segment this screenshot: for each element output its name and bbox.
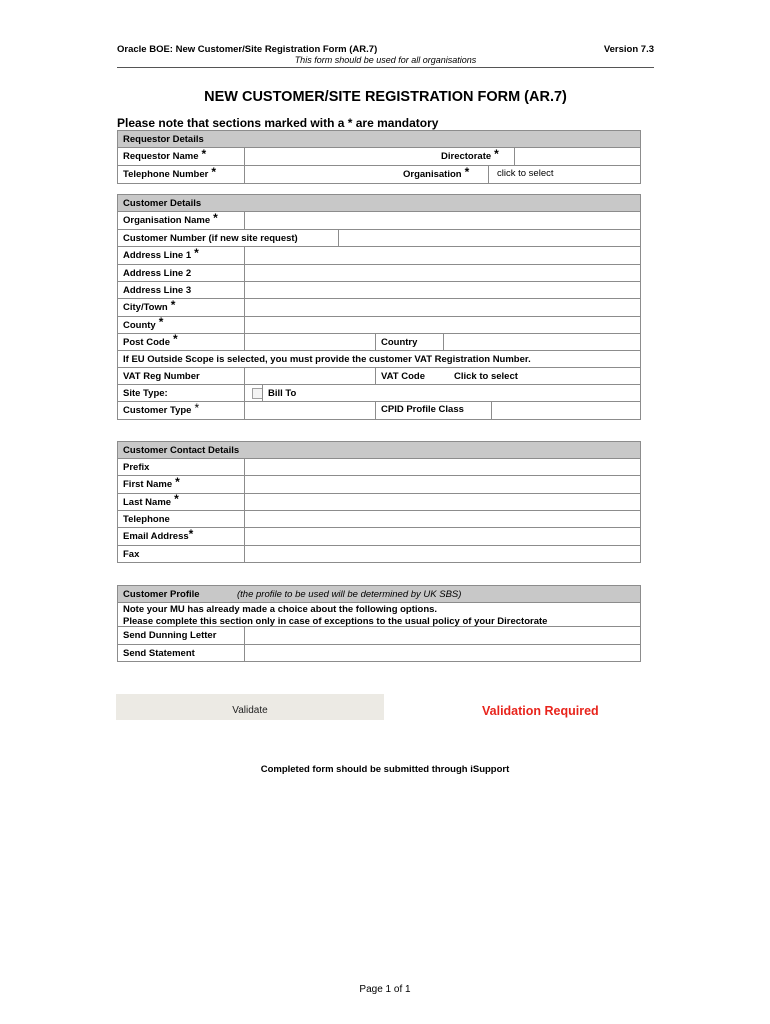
- vat-row: [118, 368, 640, 385]
- field-label: VAT Code: [381, 370, 425, 382]
- org-name-row: [118, 212, 640, 230]
- address1-input[interactable]: [245, 247, 640, 264]
- field-label: Address Line 3: [123, 284, 192, 296]
- profile-note-line1: Note your MU has already made a choice about the following options.: [123, 604, 438, 615]
- eu-note-row: [118, 351, 640, 368]
- country-input[interactable]: [444, 334, 640, 350]
- section-heading: Customer Profile: [123, 588, 200, 600]
- section-header: [118, 442, 640, 459]
- telephone-row: [118, 166, 640, 184]
- field-label: Last Name: [123, 496, 172, 508]
- email-row: [118, 528, 640, 546]
- section-heading: Customer Contact Details: [123, 444, 240, 456]
- cpid-profile-select[interactable]: [492, 402, 640, 419]
- county-row: [118, 317, 640, 334]
- field-label: Address Line 1: [123, 250, 192, 261]
- customer-number-row: [118, 230, 640, 247]
- profile-note-row: [118, 603, 640, 627]
- vat-code-select[interactable]: Click to select: [454, 370, 518, 382]
- mandatory-star: *: [211, 164, 217, 179]
- site-type-row: [118, 385, 640, 402]
- fax-row: [118, 546, 640, 563]
- mandatory-star: *: [158, 315, 164, 329]
- postcode-row: [118, 334, 640, 351]
- header-subtitle: This form should be used for all organisations: [294, 55, 477, 65]
- last-name-input[interactable]: [245, 494, 640, 510]
- mandatory-star: *: [174, 492, 179, 506]
- vat-reg-input[interactable]: [245, 368, 375, 384]
- requestor-name-input[interactable]: [245, 148, 431, 165]
- org-name-input[interactable]: [245, 212, 640, 229]
- form-title: NEW CUSTOMER/SITE REGISTRATION FORM (AR.7): [204, 89, 567, 105]
- mandatory-star: *: [464, 164, 470, 179]
- mandatory-star: *: [494, 146, 499, 161]
- address1-row: [118, 247, 640, 265]
- mandatory-star: *: [172, 332, 178, 346]
- mandatory-star: *: [188, 526, 194, 541]
- contact-section: [117, 441, 641, 563]
- postcode-input[interactable]: [245, 334, 375, 350]
- email-input[interactable]: [245, 528, 640, 545]
- fax-input[interactable]: [245, 546, 640, 562]
- requestor-section: [117, 130, 641, 184]
- address2-input[interactable]: [245, 265, 640, 281]
- requestor-name-row: [118, 148, 640, 166]
- address3-input[interactable]: [245, 282, 640, 298]
- mandatory-star: *: [194, 245, 199, 260]
- customer-type-row: [118, 402, 640, 420]
- profile-note-line2: Please complete this section only in case of exceptions to the usual policy of your Directorate: [123, 616, 548, 627]
- validation-status: Validation Required: [482, 704, 599, 718]
- mandatory-star: *: [213, 210, 218, 225]
- field-label: First Name: [123, 479, 173, 490]
- address3-row: [118, 282, 640, 299]
- customer-number-input[interactable]: [339, 230, 640, 246]
- mandatory-star: *: [170, 297, 176, 312]
- field-label: Post Code: [123, 336, 170, 348]
- prefix-row: [118, 459, 640, 476]
- section-header: [118, 195, 640, 212]
- dunning-row: [118, 627, 640, 645]
- field-label: CPID Profile Class: [381, 404, 464, 415]
- prefix-input[interactable]: [245, 459, 640, 475]
- field-label: Organisation: [403, 169, 462, 180]
- telephone-row: [118, 511, 640, 528]
- submit-note: Completed form should be submitted through iSupport: [260, 764, 510, 775]
- field-label: Fax: [123, 548, 140, 560]
- directorate-input[interactable]: [515, 148, 640, 165]
- field-label: Country: [381, 336, 418, 348]
- version-label: Version 7.3: [603, 44, 654, 55]
- field-label: Send Dunning Letter: [123, 630, 217, 641]
- section-header: [118, 131, 640, 148]
- first-name-input[interactable]: [245, 476, 640, 493]
- section-header: [118, 586, 640, 603]
- field-label: Site Type:: [123, 387, 168, 399]
- profile-section: [117, 585, 641, 662]
- organisation-select[interactable]: click to select: [497, 168, 554, 179]
- telephone-input[interactable]: [245, 166, 395, 183]
- field-label: Address Line 2: [123, 267, 192, 279]
- mandatory-star: *: [201, 146, 207, 161]
- field-label: Prefix: [123, 461, 150, 473]
- field-label: Telephone: [123, 513, 170, 525]
- mandatory-star: *: [175, 474, 180, 489]
- city-input[interactable]: [245, 299, 640, 316]
- field-label: Email Address: [123, 531, 189, 542]
- eu-vat-note: If EU Outside Scope is selected, you must provide the customer VAT Registration Number.: [123, 353, 531, 365]
- statement-row: [118, 645, 640, 662]
- profile-heading-note: (the profile to be used will be determined by UK SBS): [237, 588, 462, 600]
- document-title: Oracle BOE: New Customer/Site Registration Form (AR.7): [117, 44, 378, 55]
- address2-row: [118, 265, 640, 282]
- mandatory-star: *: [194, 400, 200, 415]
- field-label: Telephone Number: [123, 169, 209, 180]
- field-label: VAT Reg Number: [123, 370, 200, 382]
- section-heading: Customer Details: [123, 197, 202, 209]
- statement-select[interactable]: [245, 645, 640, 661]
- city-row: [118, 299, 640, 317]
- dunning-select[interactable]: [245, 627, 640, 644]
- section-heading: Requestor Details: [123, 133, 204, 145]
- field-label: City/Town: [123, 302, 168, 313]
- field-label: Requestor Name: [123, 151, 199, 162]
- field-label: Directorate: [441, 151, 492, 162]
- page-header: [117, 44, 654, 68]
- field-label: Customer Type: [123, 405, 192, 416]
- contact-telephone-input[interactable]: [245, 511, 640, 527]
- field-label: Customer Number (if new site request): [123, 232, 298, 244]
- first-name-row: [118, 476, 640, 494]
- county-input[interactable]: [245, 317, 640, 333]
- customer-type-select[interactable]: [245, 402, 375, 419]
- field-label: County: [123, 319, 156, 331]
- customer-section: [117, 194, 641, 420]
- mandatory-note: Please note that sections marked with a * are mandatory: [117, 116, 439, 130]
- field-label: Organisation Name: [123, 215, 211, 226]
- bill-to-label: Bill To: [268, 387, 297, 399]
- validate-button[interactable]: Validate: [116, 694, 384, 720]
- page-number: Page 1 of 1: [359, 984, 411, 995]
- field-label: Send Statement: [123, 647, 195, 659]
- last-name-row: [118, 494, 640, 511]
